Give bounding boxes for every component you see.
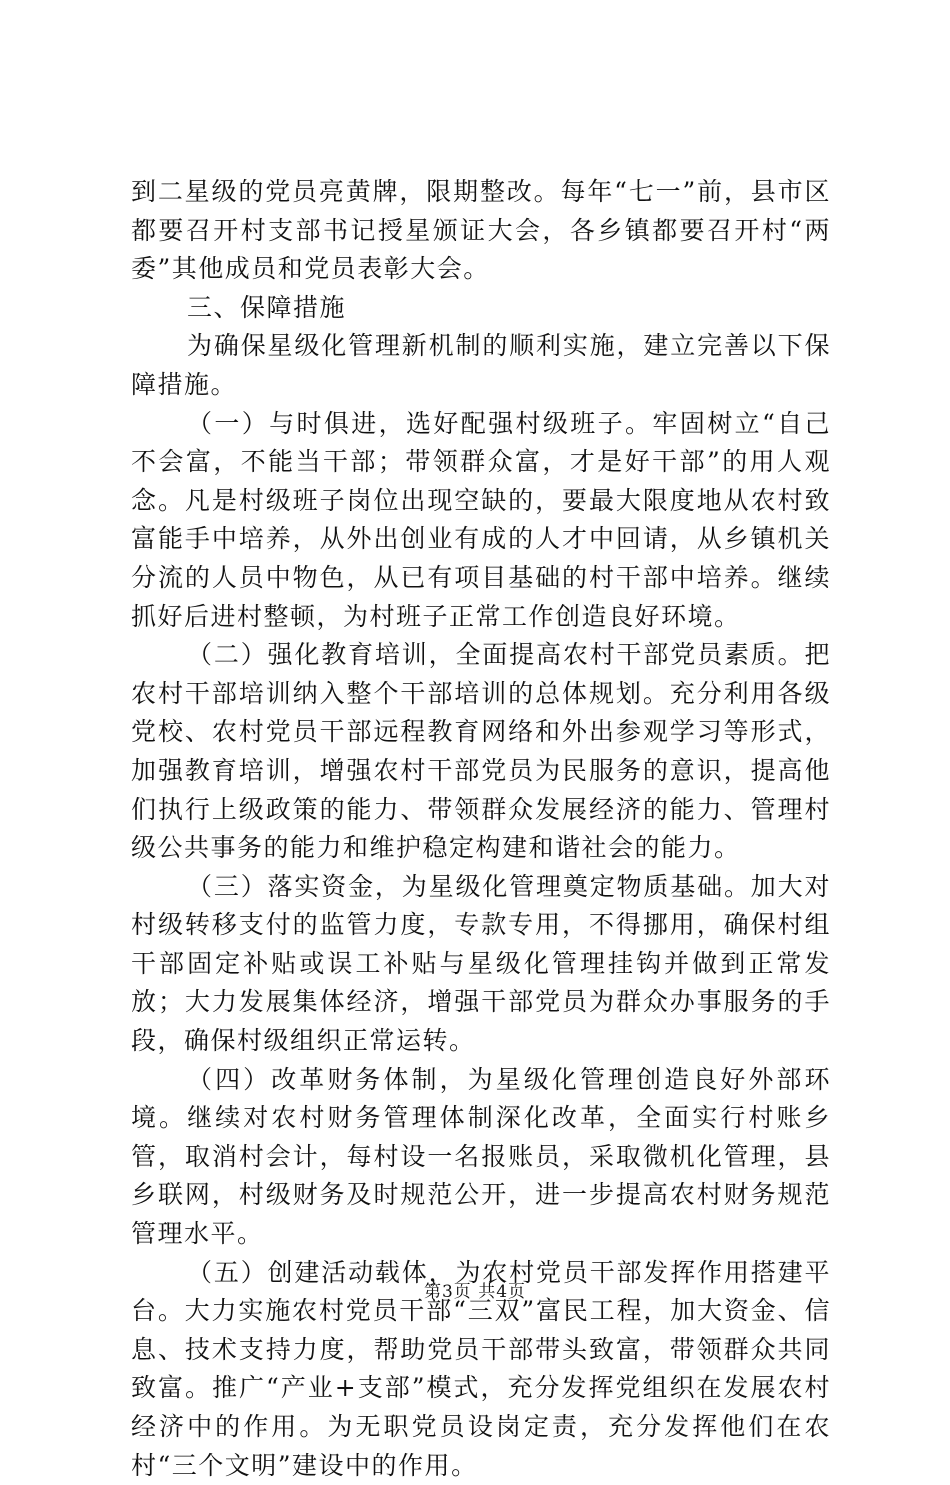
paragraph-intro: 为确保星级化管理新机制的顺利实施，建立完善以下保障措施。: [131, 331, 831, 399]
paragraph-measure-3: （三）落实资金，为星级化管理奠定物质基础。加大对村级转移支付的监管力度，专款专用，不得挪用，确保村组干部固定补贴或误工补贴与星级化管理挂钩并做到正常发放；大力发展集体经济，增强干部党员为群众办事服务的手段，确保村级组织正常运转。: [131, 871, 831, 1056]
page-number-footer: 第3页 共4页: [423, 1282, 527, 1302]
paragraph-measure-1: （一）与时俱进，选好配强村级班子。牢固树立“自己不会富，不能当干部；带领群众富，才是好干部”的用人观念。凡是村级班子岗位出现空缺的，要最大限度地从农村致富能手中培养，从外出创业有成的人才中回请，从乡镇机关分流的人员中物色，从已有项目基础的村干部中培养。继续抓好后进村整顿，为村班子正常工作创造良好环境。: [131, 408, 831, 631]
paragraph-measure-5: （五）创建活动载体，为农村党员干部发挥作用搭建平台。大力实施农村党员干部“三双”富民工程，加大资金、信息、技术支持力度，帮助党员干部带头致富，带领群众共同致富。推广“产业+支部”模式，充分发挥党组织在发展农村经济中的作用。为无职党员设岗定责，充分发挥他们在农村“三个文明”建设中的作用。: [131, 1257, 831, 1480]
paragraph-measure-2: （二）强化教育培训，全面提高农村干部党员素质。把农村干部培训纳入整个干部培训的总体规划。充分利用各级党校、农村党员干部远程教育网络和外出参观学习等形式，加强教育培训，增强农村干部党员为民服务的意识，提高他们执行上级政策的能力、带领群众发展经济的能力、管理村级公共事务的能力和维护稳定构建和谐社会的能力。: [131, 640, 831, 863]
paragraph-measure-4: （四）改革财务体制，为星级化管理创造良好外部环境。继续对农村财务管理体制深化改革，全面实行村账乡管，取消村会计，每村设一名报账员，采取微机化管理，县乡联网，村级财务及时规范公开，进一步提高农村财务规范管理水平。: [131, 1064, 831, 1249]
section-heading-safeguards: 三、保障措施: [187, 292, 347, 322]
paragraph-continuation: 到二星级的党员亮黄牌，限期整改。每年“七一”前，县市区都要召开村支部书记授星颁证大会，各乡镇都要召开村“两委”其他成员和党员表彰大会。: [131, 177, 831, 284]
